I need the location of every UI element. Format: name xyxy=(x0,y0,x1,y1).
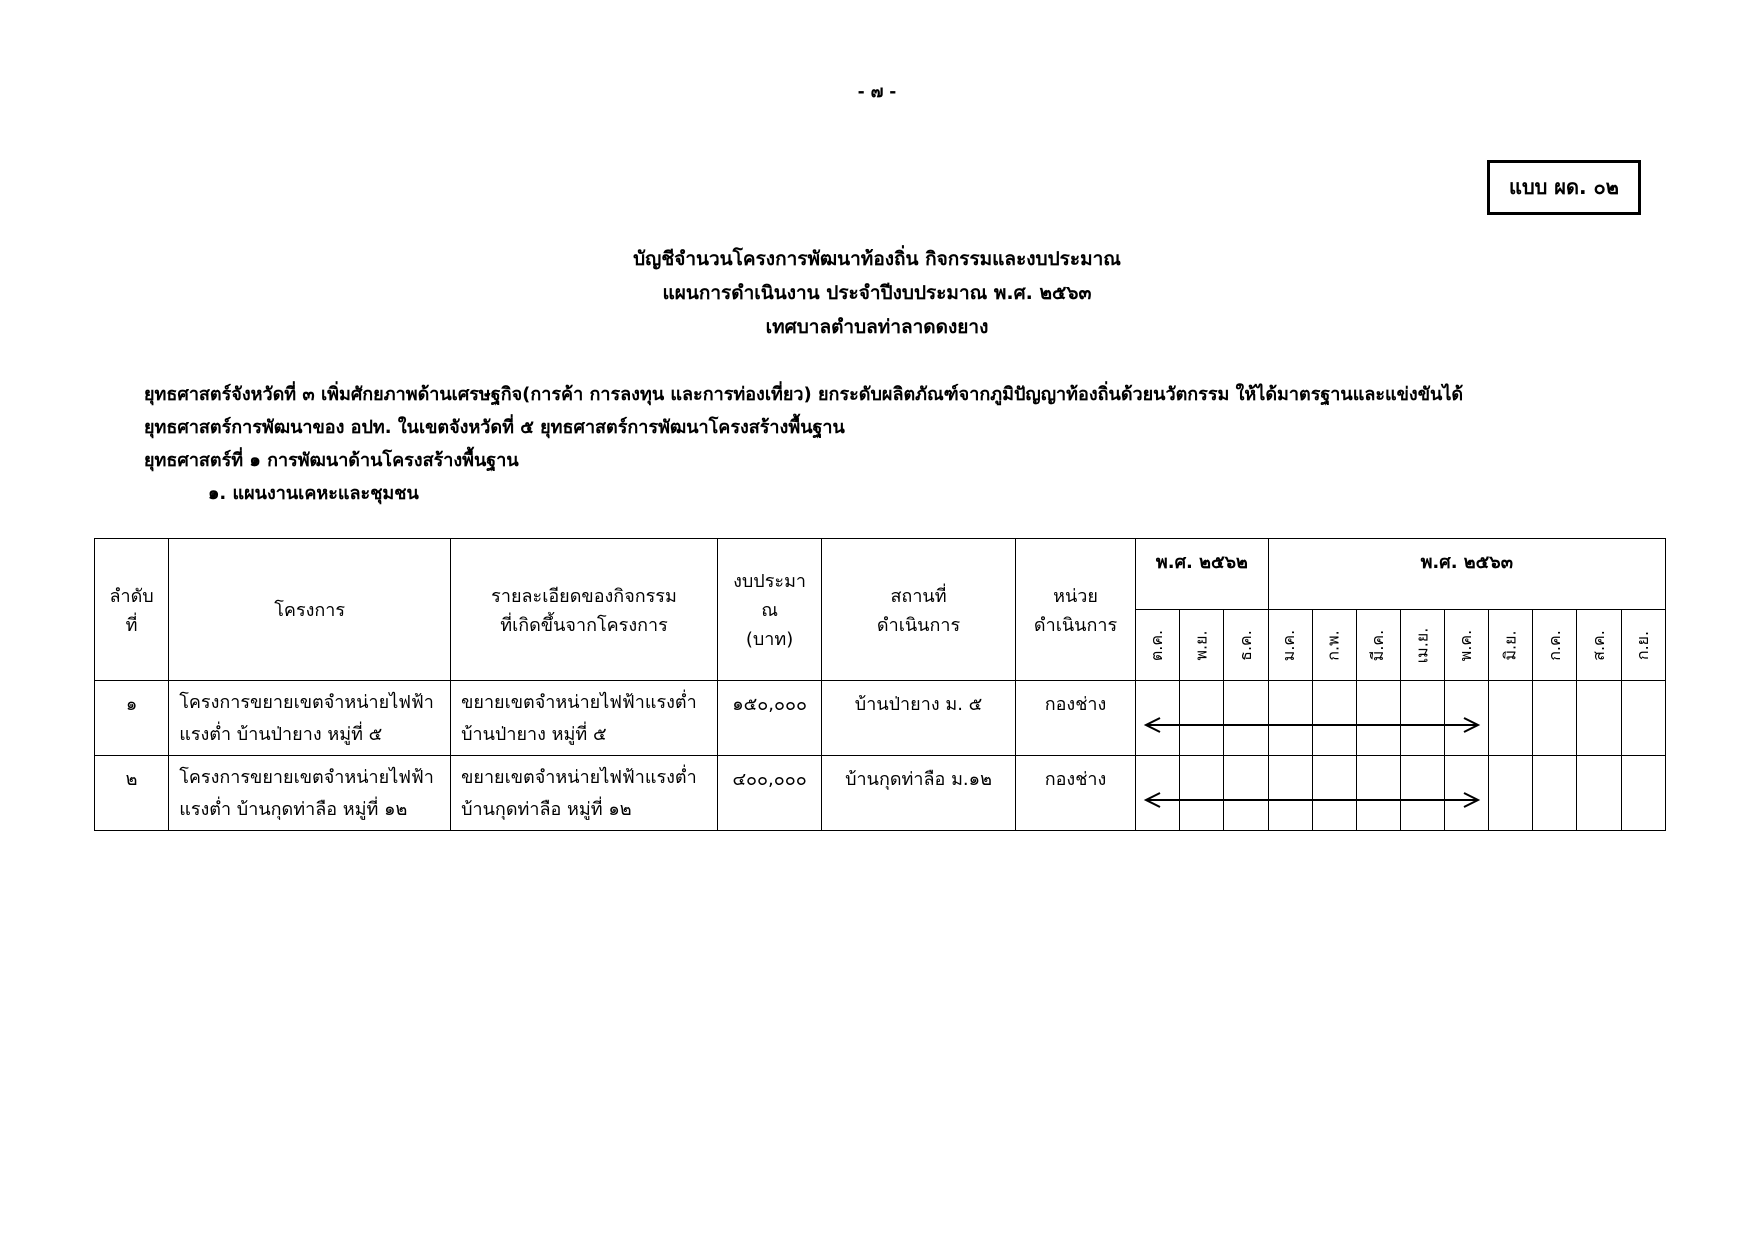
month-header xyxy=(1577,610,1621,681)
header-budget-line2: ณ xyxy=(761,600,778,621)
month-cell xyxy=(1400,681,1444,756)
table-row xyxy=(95,681,1666,756)
header-location-line1: สถานที่ xyxy=(890,585,947,607)
responsible-unit: กองช่าง xyxy=(1015,756,1135,831)
project-name-line2: แรงต่ำ บ้านป่ายาง หมู่ที่ ๕ xyxy=(179,724,383,745)
activity-detail xyxy=(451,756,718,831)
month-header xyxy=(1312,610,1356,681)
header-budget-line3: (บาท) xyxy=(745,629,794,650)
month-cell xyxy=(1533,756,1577,831)
header-year-2562: พ.ศ. ๒๕๖๒ xyxy=(1136,539,1268,610)
month-cell xyxy=(1489,681,1533,756)
month-cell xyxy=(1445,756,1489,831)
month-cell xyxy=(1621,681,1665,756)
month-cell xyxy=(1268,756,1312,831)
month-header xyxy=(1621,610,1665,681)
month-header xyxy=(1268,610,1312,681)
month-header xyxy=(1356,610,1400,681)
header-unit-line1: หน่วย xyxy=(1053,585,1098,607)
header-order-line2: ที่ xyxy=(125,614,138,636)
header-unit xyxy=(1015,539,1135,681)
project-name-line1: โครงการขยายเขตจำหน่ายไฟฟ้า xyxy=(179,692,434,713)
month-label: ธ.ค. xyxy=(1235,629,1255,661)
month-label: มิ.ย. xyxy=(1500,629,1520,661)
month-cell xyxy=(1533,681,1577,756)
month-cell xyxy=(1356,681,1400,756)
month-label: พ.ย. xyxy=(1191,629,1211,661)
row-number: ๑ xyxy=(95,681,169,756)
month-cell xyxy=(1180,756,1224,831)
month-header xyxy=(1224,610,1268,681)
document-title: บัญชีจำนวนโครงการพัฒนาท้องถิ่น กิจกรรมและงบประมาณ xyxy=(633,248,1121,270)
header-location-line2: ดำเนินการ xyxy=(876,614,961,636)
month-header xyxy=(1445,610,1489,681)
month-cell xyxy=(1621,756,1665,831)
local-strategy: ยุทธศาสตร์การพัฒนาของ อปท. ในเขตจังหวัดที่ ๕ ยุทธศาสตร์การพัฒนาโครงสร้างพื้นฐาน xyxy=(144,417,845,438)
month-label: มี.ค. xyxy=(1367,629,1387,661)
project-name-line1: โครงการขยายเขตจำหน่ายไฟฟ้า xyxy=(179,767,434,788)
month-header xyxy=(1533,610,1577,681)
form-code-box: แบบ ผด. ๐๒ xyxy=(1487,160,1641,215)
responsible-unit: กองช่าง xyxy=(1015,681,1135,756)
plan-table xyxy=(94,538,1666,831)
month-cell xyxy=(1224,681,1268,756)
organization-name: เทศบาลตำบลท่าลาดดงยาง xyxy=(765,316,989,338)
month-cell xyxy=(1136,681,1180,756)
month-cell xyxy=(1400,756,1444,831)
strategy-item: ยุทธศาสตร์ที่ ๑ การพัฒนาด้านโครงสร้างพื้นฐาน xyxy=(144,450,519,471)
month-cell xyxy=(1577,756,1621,831)
month-cell xyxy=(1577,681,1621,756)
activity-detail-line2: บ้านกุดท่าลือ หมู่ที่ ๑๒ xyxy=(461,799,632,820)
activity-detail-line2: บ้านป่ายาง หมู่ที่ ๕ xyxy=(461,724,607,745)
project-name xyxy=(169,681,451,756)
month-label: พ.ค. xyxy=(1456,629,1476,661)
budget-amount: ๑๕๐,๐๐๐ xyxy=(717,681,821,756)
page-number: - ๗ - xyxy=(857,82,897,102)
month-label: เม.ย. xyxy=(1412,627,1432,663)
activity-detail xyxy=(451,681,718,756)
month-cell xyxy=(1445,681,1489,756)
month-header xyxy=(1136,610,1180,681)
project-name-line2: แรงต่ำ บ้านกุดท่าลือ หมู่ที่ ๑๒ xyxy=(179,799,408,820)
month-label: ก.ค. xyxy=(1544,629,1564,661)
province-strategy: ยุทธศาสตร์จังหวัดที่ ๓ เพิ่มศักยภาพด้านเศรษฐกิจ(การค้า การลงทุน และการท่องเที่ยว) ยกระดับผลิตภัณฑ์จากภูมิปัญญาท้องถิ่นด้วยนวัตกรรม ให้ได้มาตรฐานและแข่งขันได้ xyxy=(144,384,1464,405)
location: บ้านป่ายาง ม. ๕ xyxy=(822,681,1016,756)
month-label: ก.พ. xyxy=(1323,629,1343,661)
header-project xyxy=(169,539,451,681)
table-row xyxy=(95,756,1666,831)
plan-heading: ๑. แผนงานเคหะและชุมชน xyxy=(208,483,419,504)
month-cell xyxy=(1224,756,1268,831)
month-cell xyxy=(1312,756,1356,831)
month-header xyxy=(1180,610,1224,681)
header-project-label: โครงการ xyxy=(274,600,346,621)
header-location xyxy=(822,539,1016,681)
header-detail-line1: รายละเอียดของกิจกรรม xyxy=(491,585,677,607)
header-detail-line2: ที่เกิดขึ้นจากโครงการ xyxy=(500,614,668,636)
header-order xyxy=(95,539,169,681)
header-unit-line2: ดำเนินการ xyxy=(1033,614,1118,636)
month-cell xyxy=(1356,756,1400,831)
month-header xyxy=(1489,610,1533,681)
month-cell xyxy=(1312,681,1356,756)
location: บ้านกุดท่าลือ ม.๑๒ xyxy=(822,756,1016,831)
header-budget xyxy=(717,539,821,681)
activity-detail-line1: ขยายเขตจำหน่ายไฟฟ้าแรงต่ำ xyxy=(461,767,697,788)
timeline-arrowhead-start xyxy=(1146,718,1160,732)
document-subtitle: แผนการดำเนินงาน ประจำปีงบประมาณ พ.ศ. ๒๕๖๓ xyxy=(662,282,1092,304)
month-label: ม.ค. xyxy=(1279,629,1299,661)
month-cell xyxy=(1180,681,1224,756)
header-budget-line1: งบประมา xyxy=(733,571,807,592)
month-label: ส.ค. xyxy=(1588,629,1608,661)
project-name xyxy=(169,756,451,831)
budget-amount: ๔๐๐,๐๐๐ xyxy=(717,756,821,831)
month-cell xyxy=(1489,756,1533,831)
month-header xyxy=(1400,610,1444,681)
row-number: ๒ xyxy=(95,756,169,831)
activity-detail-line1: ขยายเขตจำหน่ายไฟฟ้าแรงต่ำ xyxy=(461,692,697,713)
month-cell xyxy=(1268,681,1312,756)
header-detail xyxy=(451,539,718,681)
month-label: ต.ค. xyxy=(1147,629,1167,661)
month-label: ก.ย. xyxy=(1632,630,1652,660)
month-cell xyxy=(1136,756,1180,831)
timeline-arrowhead-start xyxy=(1146,793,1160,807)
header-order-line1: ลำดับ xyxy=(109,585,154,607)
header-year-2563: พ.ศ. ๒๕๖๓ xyxy=(1268,539,1665,610)
